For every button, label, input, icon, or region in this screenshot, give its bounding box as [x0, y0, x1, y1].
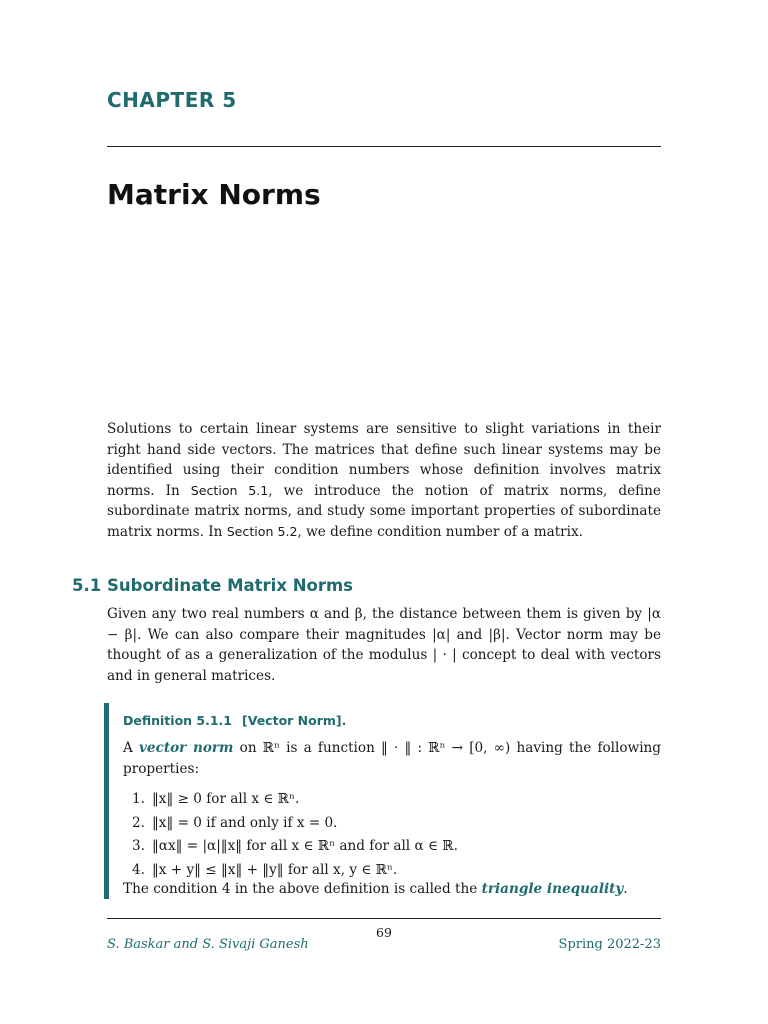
section-link-5-1[interactable]: Section 5.1	[190, 482, 269, 498]
footer-authors: S. Baskar and S. Sivaji Ganesh	[107, 937, 309, 952]
chapter-title: Matrix Norms	[107, 178, 321, 211]
definition-box	[104, 703, 666, 899]
section-heading	[72, 576, 353, 595]
closing-term: triangle inequality	[481, 881, 624, 897]
definition-number: Definition 5.1.1	[123, 713, 232, 728]
list-item-number: 3.	[132, 838, 145, 854]
definition-title	[123, 713, 346, 728]
intro-text-1: Solutions to certain linear systems are sensitive to slight variations in their right hand side vectors. The matrices that define such linear systems may be identified using their condition numbers whose definition involves matrix norms. In	[107, 421, 661, 499]
list-item-text: ‖x‖ ≥ 0 for all x ∈ ℝⁿ.	[152, 791, 300, 807]
list-item-number: 4.	[132, 861, 145, 878]
list-item-text: ‖x + y‖ ≤ ‖x‖ + ‖y‖ for all x, y ∈ ℝⁿ.	[152, 861, 398, 878]
section-title: Subordinate Matrix Norms	[107, 576, 354, 595]
footer-term: Spring 2022-23	[558, 937, 661, 952]
intro-paragraph	[107, 419, 661, 543]
section-number: 5.1	[72, 576, 102, 595]
definition-text	[123, 738, 661, 779]
definition-name: [Vector Norm].	[242, 713, 347, 728]
list-item	[123, 859, 653, 883]
list-item	[123, 812, 653, 836]
definition-intro-a: A	[123, 740, 140, 756]
closing-text-a: The condition 4 in the above definition is called the	[123, 881, 482, 897]
section-link-5-2[interactable]: Section 5.2	[226, 523, 298, 539]
list-item	[123, 835, 653, 859]
closing-text-b: .	[623, 881, 628, 897]
definition-intro-b: on ℝⁿ is a function ‖ · ‖ : ℝⁿ → [0, ∞) having the following properties:	[123, 740, 662, 777]
header-divider	[107, 146, 661, 147]
properties-list	[123, 788, 653, 882]
list-item-text: ‖x‖ = 0 if and only if x = 0.	[152, 814, 338, 831]
list-item-number: 2.	[132, 814, 145, 831]
definition-closing	[123, 881, 661, 897]
footer-divider	[107, 918, 661, 919]
page-number: 69	[376, 925, 392, 940]
definition-term: vector norm	[139, 740, 234, 756]
section-paragraph: Given any two real numbers α and β, the distance between them is given by |α − β|. We can also compare their magnitudes |α| and |β|. Vector norm may be thought of as a generalization of the modulus | · | concept to deal with vectors and in general matrices.	[107, 606, 661, 684]
chapter-label: CHAPTER 5	[107, 88, 237, 112]
list-item-number: 1.	[132, 791, 145, 807]
list-item	[123, 788, 653, 812]
intro-text-2: , we introduce the notion of matrix norms, define subordinate matrix norms, and study some important properties of subordinate matrix norms. In	[107, 482, 661, 540]
intro-text-3: , we define condition number of a matrix.	[297, 523, 583, 540]
list-item-text: ‖αx‖ = |α|‖x‖ for all x ∈ ℝⁿ and for all α ∈ ℝ.	[152, 838, 458, 854]
